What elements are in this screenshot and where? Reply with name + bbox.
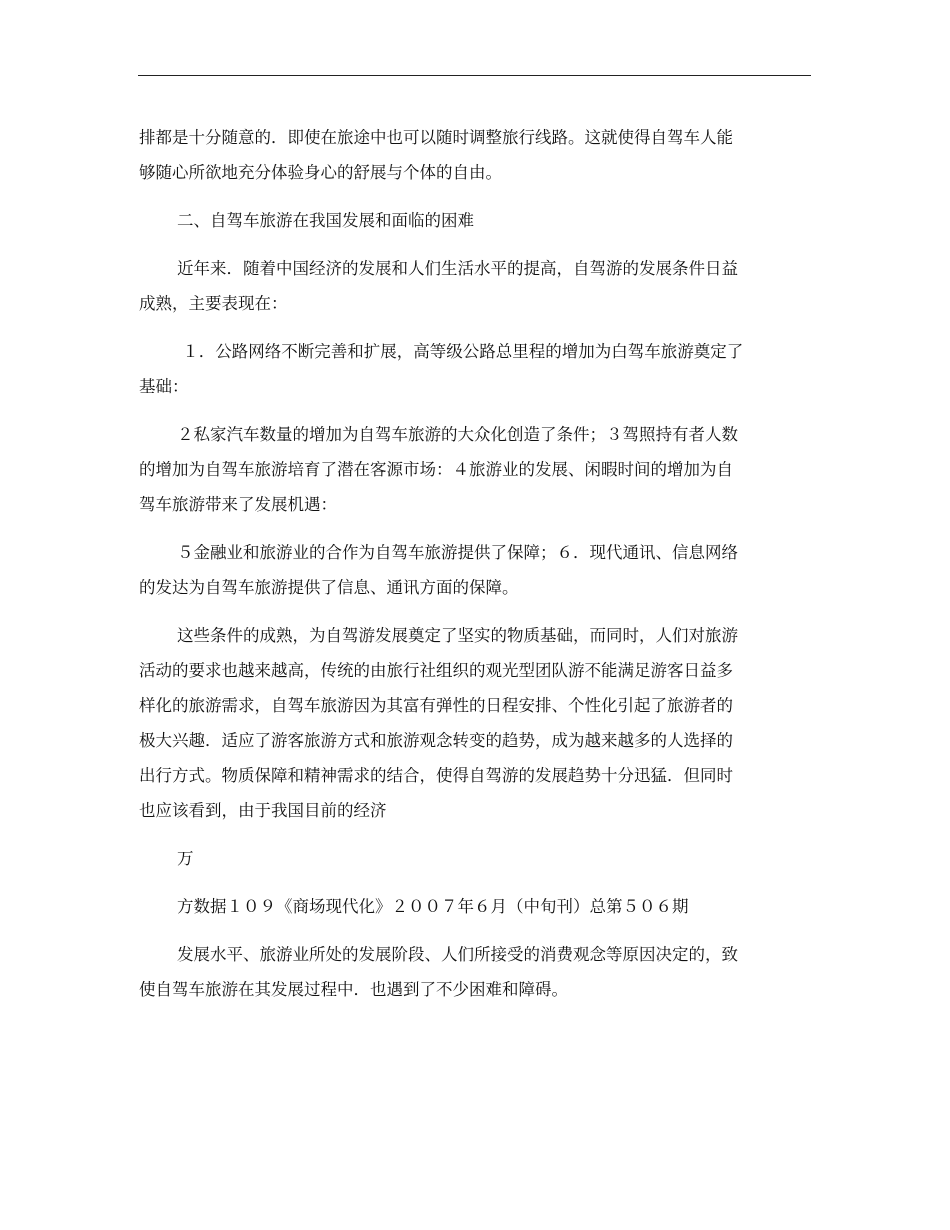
text-line: 驾车旅游带来了发展机遇： [139,495,337,514]
text-line: 极大兴趣．适应了游客旅游方式和旅游观念转变的趋势，成为越来越多的人选择的 [139,731,733,750]
paragraph-5 [139,417,773,522]
header-rule [138,75,811,76]
text-line: 排都是十分随意的．即使在旅途中也可以随时调整旅行线路。这就使得自驾车人能 [139,128,733,147]
text-line: 使自驾车旅游在其发展过程中．也遇到了不少困难和障碍。 [139,980,568,999]
text-line: 的增加为自驾车旅游培育了潜在客源市场：４旅游业的发展、闲暇时间的增加为自 [139,460,733,479]
paragraph-10 [139,937,773,1007]
paragraph-1 [139,120,773,190]
text-line: 二、自驾车旅游在我国发展和面临的困难 [177,211,474,230]
journal-citation [139,889,773,924]
text-line: 成熟，主要表现在： [139,294,288,313]
document-body [139,120,773,1007]
text-line: １．公路网络不断完善和扩展，高等级公路总里程的增加为白驾车旅游奠定了 [177,342,744,361]
paragraph-7 [139,618,773,828]
text-line: 发展水平、旅游业所处的发展阶段、人们所接受的消费观念等原因决定的，致 [177,945,738,964]
text-line: 的发达为自驾车旅游提供了信息、通讯方面的保障。 [139,578,519,597]
text-line: 够随心所欲地充分体验身心的舒展与个体的自由。 [139,163,502,182]
text-line: ５金融业和旅游业的合作为自驾车旅游提供了保障；６．现代通讯、信息网络 [177,543,738,562]
text-line: 出行方式。物质保障和精神需求的结合，使得自驾游的发展趋势十分迅猛．但同时 [139,766,733,785]
text-line: 万 [177,849,194,868]
paragraph-6 [139,535,773,605]
text-line: 方数据１０９《商场现代化》２００７年６月（中旬刊）总第５０６期 [177,897,689,916]
text-line: 也应该看到，由于我国目前的经济 [139,801,387,820]
text-line: 近年来．随着中国经济的发展和人们生活水平的提高，自驾游的发展条件日益 [177,259,738,278]
text-line: ２私家汽车数量的增加为自驾车旅游的大众化创造了条件；３驾照持有者人数 [177,425,738,444]
paragraph-3 [139,251,773,321]
paragraph-4 [139,334,773,404]
text-line: 基础： [139,377,189,396]
text-line: 活动的要求也越来越高，传统的由旅行社组织的观光型团队游不能满足游客日益多 [139,661,733,680]
section-heading [139,203,773,238]
text-line: 这些条件的成熟，为自驾游发展奠定了坚实的物质基础，而同时，人们对旅游 [177,626,738,645]
paragraph-8 [139,841,773,876]
text-line: 样化的旅游需求，自驾车旅游因为其富有弹性的日程安排、个性化引起了旅游者的 [139,696,733,715]
